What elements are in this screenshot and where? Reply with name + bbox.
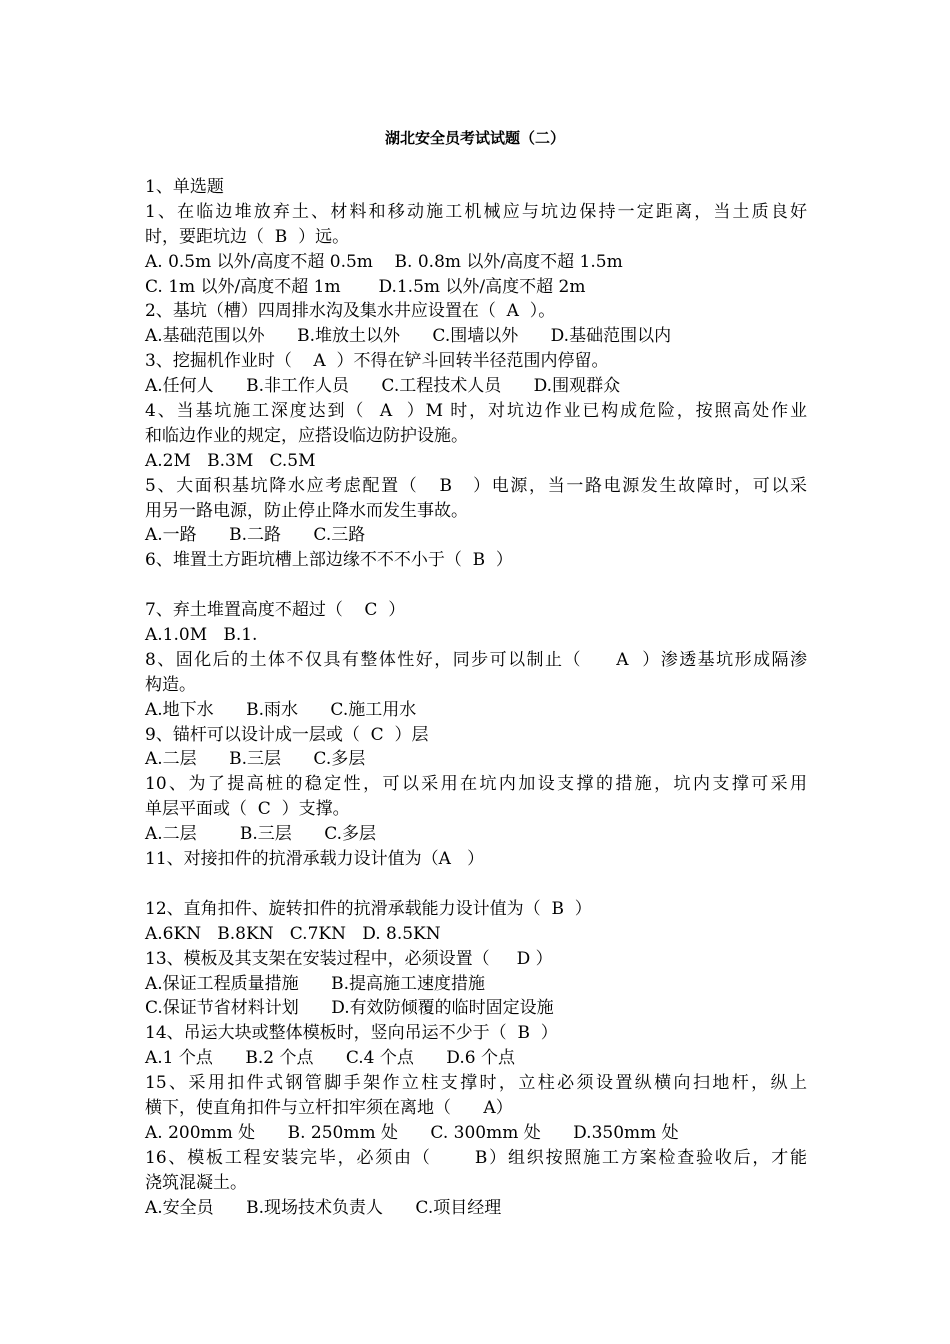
question-4-line-2: 和临边作业的规定，应搭设临边防护设施。 xyxy=(145,425,468,446)
question-13-options-2: C.保证节省材料计划 D.有效防倾覆的临时固定设施 xyxy=(145,998,554,1019)
question-11: 11、对接扣件的抗滑承载力设计值为（A ） xyxy=(145,849,485,870)
question-16-line-2: 浇筑混凝土。 xyxy=(145,1172,247,1193)
question-16-options: A.安全员 B.现场技术负责人 C.项目经理 xyxy=(145,1197,502,1218)
question-14-options: A.1 个点 B.2 个点 C.4 个点 D.6 个点 xyxy=(145,1048,515,1069)
blank-line xyxy=(145,872,807,897)
question-5-options: A.一路 B.二路 C.三路 xyxy=(145,525,366,546)
question-10-line-1: 10、为了提高桩的稳定性，可以采用在坑内加设支撑的措施，坑内支撑可采用 xyxy=(145,774,807,795)
question-5-line-1: 5、大面积基坑降水应考虑配置（ B ）电源，当一路电源发生故障时，可以采 xyxy=(145,475,807,496)
question-9-options: A.二层 B.三层 C.多层 xyxy=(145,749,366,770)
question-12: 12、直角扣件、旋转扣件的抗滑承载能力设计值为（ B ） xyxy=(145,898,592,919)
question-15-options: A. 200mm 处 B. 250mm 处 C. 300mm 处 D.350mm 处 xyxy=(145,1122,679,1143)
question-6: 6、堆置土方距坑槽上部边缘不不不小于（ B ） xyxy=(145,550,513,571)
question-1-options-2: C. 1m 以外/高度不超 1m D.1.5m 以外/高度不超 2m xyxy=(145,276,586,297)
question-1-line-1: 1、在临边堆放弃土、材料和移动施工机械应与坑边保持一定距离，当土质良好 xyxy=(145,201,807,222)
question-1-options-1: A. 0.5m 以外/高度不超 0.5m B. 0.8m 以外/高度不超 1.5m xyxy=(145,251,623,272)
question-3-options: A.任何人 B.非工作人员 C.工程技术人员 D.围观群众 xyxy=(145,376,621,397)
question-10-line-2: 单层平面或（ C ）支撑。 xyxy=(145,799,350,820)
question-7: 7、弃土堆置高度不超过（ C ） xyxy=(145,600,406,621)
question-9: 9、锚杆可以设计成一层或（ C ）层 xyxy=(145,724,429,745)
blank-line xyxy=(145,573,807,598)
question-4-options: A.2M B.3M C.5M xyxy=(145,450,316,471)
question-2: 2、基坑（槽）四周排水沟及集水井应设置在（ A ）。 xyxy=(145,301,556,322)
question-13-options-1: A.保证工程质量措施 B.提高施工速度措施 xyxy=(145,973,485,994)
page-title: 湖北安全员考试试题（二） xyxy=(384,129,565,147)
section-heading: 1、单选题 xyxy=(145,177,224,197)
question-15-line-1: 15、采用扣件式钢管脚手架作立柱支撑时，立柱必须设置纵横向扫地杆，纵上 xyxy=(145,1073,807,1094)
question-14: 14、吊运大块或整体模板时，竖向吊运不少于（ B ） xyxy=(145,1023,558,1044)
question-3: 3、挖掘机作业时（ A ）不得在铲斗回转半径范围内停留。 xyxy=(145,351,609,372)
question-8-line-1: 8、固化后的土体不仅具有整体性好，同步可以制止（ A ）渗透基坑形成隔渗 xyxy=(145,649,807,670)
question-7-options: A.1.0M B.1. xyxy=(145,625,258,646)
question-5-line-2: 用另一路电源，防止停止降水而发生事故。 xyxy=(145,500,468,521)
question-13: 13、模板及其支架在安装过程中，必须设置（ D ） xyxy=(145,948,553,969)
question-list xyxy=(145,175,807,1220)
question-4-line-1: 4、当基坑施工深度达到（ A ）M 时，对坑边作业已构成危险，按照高处作业 xyxy=(145,401,807,422)
question-8-line-2: 构造。 xyxy=(145,674,196,695)
question-1-line-2: 时，要距坑边（ B ）远。 xyxy=(145,226,350,247)
question-16-line-1: 16、模板工程安装完毕，必须由（ B）组织按照施工方案检查验收后，才能 xyxy=(145,1147,807,1168)
question-15-line-2: 横下，使直角扣件与立杆扣牢须在离地（ A） xyxy=(145,1097,513,1118)
question-2-options: A.基础范围以外 B.堆放土以外 C.围墙以外 D.基础范围以内 xyxy=(145,326,672,347)
question-10-options: A.二层 B.三层 C.多层 xyxy=(145,824,377,845)
question-12-options: A.6KN B.8KN C.7KN D. 8.5KN xyxy=(145,923,441,944)
question-8-options: A.地下水 B.雨水 C.施工用水 xyxy=(145,699,417,720)
